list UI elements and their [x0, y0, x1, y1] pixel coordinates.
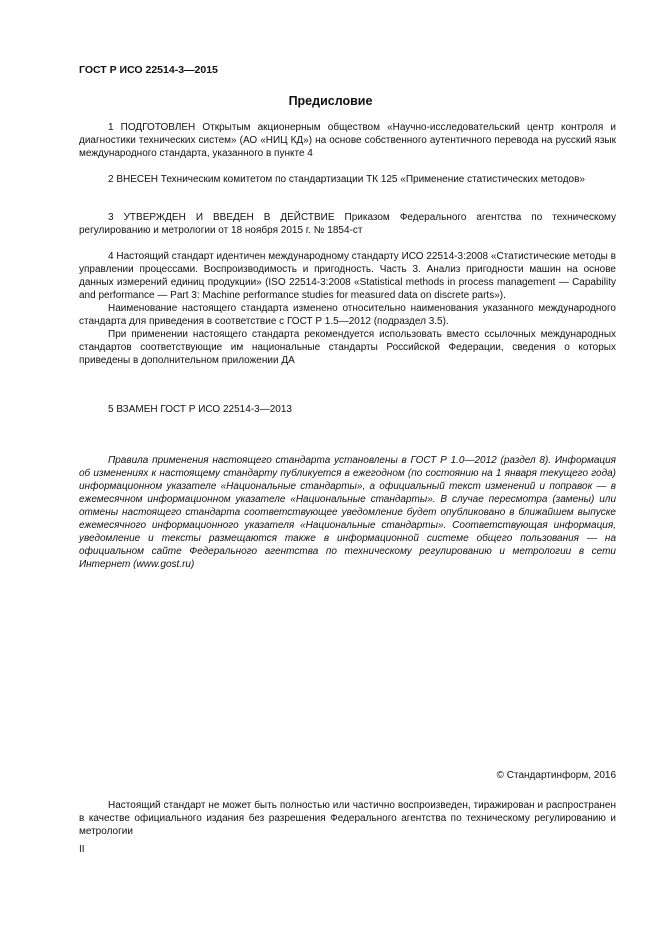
paragraph-1 [79, 121, 616, 160]
paragraph-4 [79, 250, 616, 367]
standard-code-header: ГОСТ Р ИСО 22514-3—2015 [79, 64, 218, 76]
reproduction-text: Настоящий стандарт не может быть полностью или частично воспроизведен, тиражирован и распространен в качестве официального издания без разрешения Федерального агентства по техническому регулированию и метрологии [79, 800, 616, 837]
paragraph-text: 4 Настоящий стандарт идентичен международному стандарту ИСО 22514-3:2008 «Статистические методы в управлении процессами. Воспроизводимость и пригодность. Часть 3. Анализ пригодности машин на основе данных измерений единиц продукции» (ISO 22514-3:2008 «Statistical methods in process management — Capability and performance — Part 3: Machine performance studies for measured data on discrete parts»). [79, 251, 616, 301]
copyright-line: © Стандартинформ, 2016 [496, 770, 616, 781]
paragraph-text: 5 ВЗАМЕН ГОСТ Р ИСО 22514-3—2013 [108, 404, 292, 415]
paragraph-text: 1 ПОДГОТОВЛЕН Открытым акционерным обществом «Научно-исследовательский центр контроля и диагностики технических систем» (АО «НИЦ КД») на основе собственного аутентичного перевода на русский язык международного стандарта, указанного в пункте 4 [79, 122, 616, 159]
page-title: Предисловие [288, 94, 373, 108]
paragraph-text: Наименование настоящего стандарта изменено относительно наименования указанного международного стандарта для приведения в соответствие с ГОСТ Р 1.5—2012 (подраздел 3.5). [79, 303, 616, 327]
notice-block [79, 454, 616, 571]
paragraph-3 [79, 211, 616, 237]
paragraph-text: 2 ВНЕСЕН Техническим комитетом по стандартизации ТК 125 «Применение статистических методов» [108, 174, 585, 185]
paragraph-5 [79, 403, 616, 416]
notice-text: Правила применения настоящего стандарта установлены в ГОСТ Р 1.0—2012 (раздел 8). Информация об изменениях к настоящему стандарту публикуется в ежегодном (по состоянию на 1 января текущего года) информационном указателе «Национальные стандарты», а официальный текст изменений и поправок — в ежемесячном информационном указателе «Национальные стандарты». В случае пересмотра (замены) или отмены настоящего стандарта соответствующее уведомление будет опубликовано в ближайшем выпуске ежемесячного информационного указателя «Национальные стандарты». Соответствующая информация, уведомление и тексты размещаются также в информационной системе общего пользования — на официальном сайте Федерального агентства по техническому регулированию и метрологии в сети Интернет (www.gost.ru) [79, 455, 616, 570]
page-number: II [79, 844, 85, 855]
paragraph-text: 3 УТВЕРЖДЕН И ВВЕДЕН В ДЕЙСТВИЕ Приказом Федерального агентства по техническому регулированию и метрологии от 18 ноября 2015 г. № 1854-ст [79, 212, 616, 236]
paragraph-text: При применении настоящего стандарта рекомендуется использовать вместо ссылочных международных стандартов соответствующие им национальные стандарты Российской Федерации, сведения о которых приведены в дополнительном приложении ДА [79, 329, 616, 366]
reproduction-notice [79, 799, 616, 838]
paragraph-2 [79, 173, 616, 186]
